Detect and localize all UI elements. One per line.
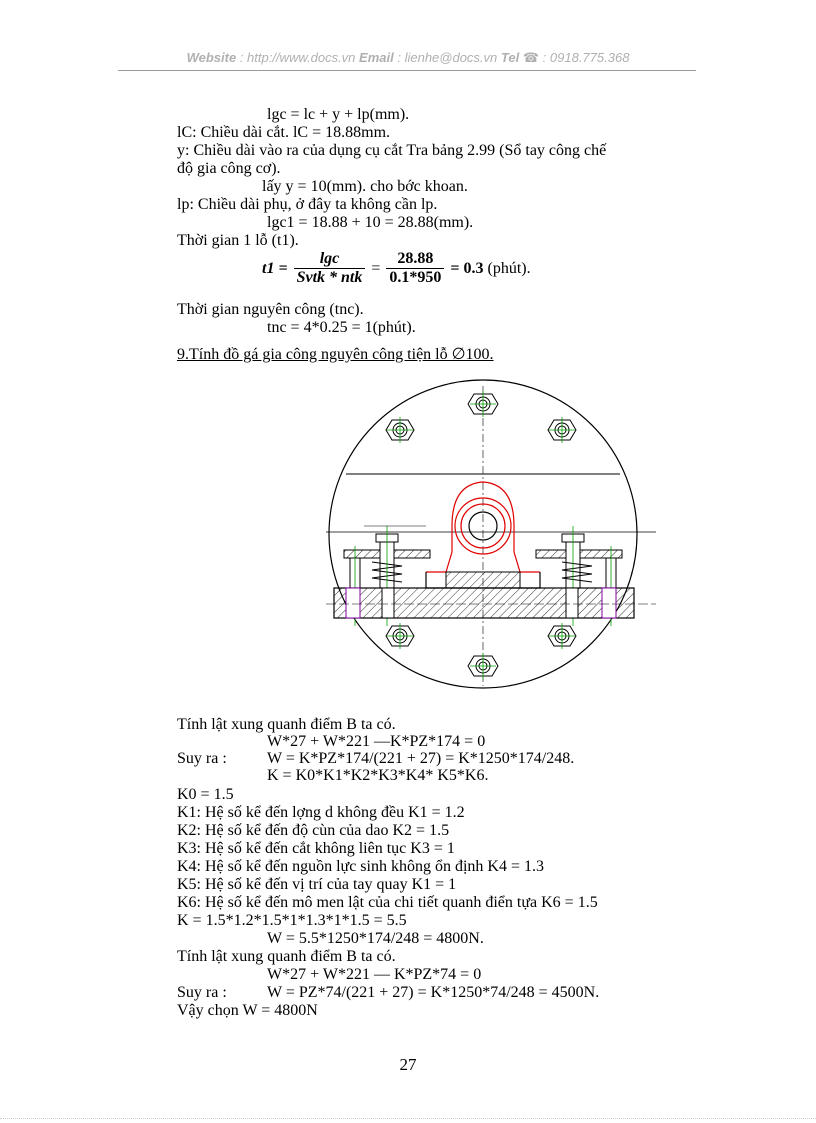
formula-fraction-2 [386, 250, 444, 287]
text-line: độ gia công cơ). [177, 160, 281, 177]
page-header [0, 50, 816, 66]
text-line: K1: Hệ số kể đến lợng d không đều K1 = 1.2 [177, 804, 465, 821]
page-number: 27 [399, 1055, 417, 1074]
upper-right-bolt [548, 417, 576, 443]
tel-value: : 0918.775.368 [542, 50, 630, 65]
website-value: : http://www.docs.vn [239, 50, 356, 65]
section-heading: 9.Tính đồ gá gia công nguyên công tiện lỗ ∅100. [177, 346, 494, 363]
formula-equals: = [371, 259, 381, 277]
tel-label: Tel [500, 50, 520, 65]
text-line: K6: Hệ số kể đến mô men lật của chi tiết quanh điển tựa K6 = 1.5 [177, 894, 598, 911]
bottom-bolt [468, 653, 498, 679]
text-line: Vậy chọn W = 4800N [177, 1002, 318, 1019]
text-line: Suy ra : [177, 984, 227, 1001]
text-line: K0 = 1.5 [177, 786, 234, 803]
lower-left-bolt [386, 623, 414, 649]
text-line: tnc = 4*0.25 = 1(phút). [267, 319, 416, 336]
formula-unit: (phút). [487, 259, 531, 277]
base-plate [334, 588, 634, 618]
text-line: Tính lật xung quanh điểm B ta có. [177, 948, 396, 965]
text-line: K = 1.5*1.2*1.5*1*1.3*1*1.5 = 5.5 [177, 912, 407, 929]
lower-right-bolt [548, 623, 576, 649]
footer-divider [0, 1118, 816, 1119]
text-line: W*27 + W*221 — K*PZ*74 = 0 [267, 966, 482, 983]
text-line: Suy ra : [177, 750, 227, 767]
time-formula [262, 250, 531, 292]
text-line: K5: Hệ số kể đến vị trí của tay quay K1 = 1 [177, 876, 457, 893]
text-line: W = PZ*74/(221 + 27) = K*1250*74/248 = 4500N. [267, 984, 600, 1001]
text-line: lgc1 = 18.88 + 10 = 28.88(mm). [267, 214, 474, 231]
text-line: Tính lật xung quanh điểm B ta có. [177, 716, 396, 733]
text-line: lgc = lc + y + lp(mm). [267, 106, 410, 123]
text-line: lp: Chiều dài phụ, ở đây ta không cần lp. [177, 196, 438, 213]
text-line: W*27 + W*221 —K*PZ*174 = 0 [267, 733, 486, 750]
header-divider [118, 70, 696, 71]
text-line: K = K0*K1*K2*K3*K4* K5*K6. [267, 767, 489, 784]
fixture-drawing [326, 366, 656, 706]
email-label: Email [359, 50, 394, 65]
email-value: : lienhe@docs.vn [397, 50, 498, 65]
phone-icon: ☎ [522, 50, 540, 65]
text-line: Thời gian nguyên công (tnc). [177, 301, 364, 318]
text-line: lC: Chiều dài cắt. lC = 18.88mm. [177, 124, 391, 141]
fraction-1-denominator: Svtk * ntk [296, 269, 363, 286]
text-line: K2: Hệ số kể đến độ cùn của dao K2 = 1.5 [177, 822, 450, 839]
fraction-2-numerator: 28.88 [386, 250, 444, 269]
top-bolt [468, 391, 498, 417]
text-line: K3: Hệ số kể đến cắt không liên tục K3 = 1 [177, 840, 455, 857]
upper-left-bolt [386, 417, 414, 443]
fraction-2-denominator: 0.1*950 [389, 269, 442, 286]
formula-result: = 0.3 [450, 259, 484, 277]
text-line: W = 5.5*1250*174/248 = 4800N. [267, 930, 484, 947]
website-label: Website [186, 50, 237, 65]
text-line: lấy y = 10(mm). cho bớc khoan. [262, 178, 468, 195]
fraction-1-numerator: lgc [294, 250, 366, 269]
formula-lhs: t1 = [262, 259, 288, 277]
text-line: K4: Hệ số kể đến nguồn lực sinh không ổn định K4 = 1.3 [177, 858, 544, 875]
formula-fraction-1 [294, 250, 366, 287]
text-line: y: Chiều dài vào ra của dụng cụ cắt Tra bảng 2.99 (Sổ tay công chế [177, 142, 607, 159]
text-line: W = K*PZ*174/(221 + 27) = K*1250*174/248. [267, 750, 575, 767]
text-line: Thời gian 1 lỗ (t1). [177, 232, 299, 249]
